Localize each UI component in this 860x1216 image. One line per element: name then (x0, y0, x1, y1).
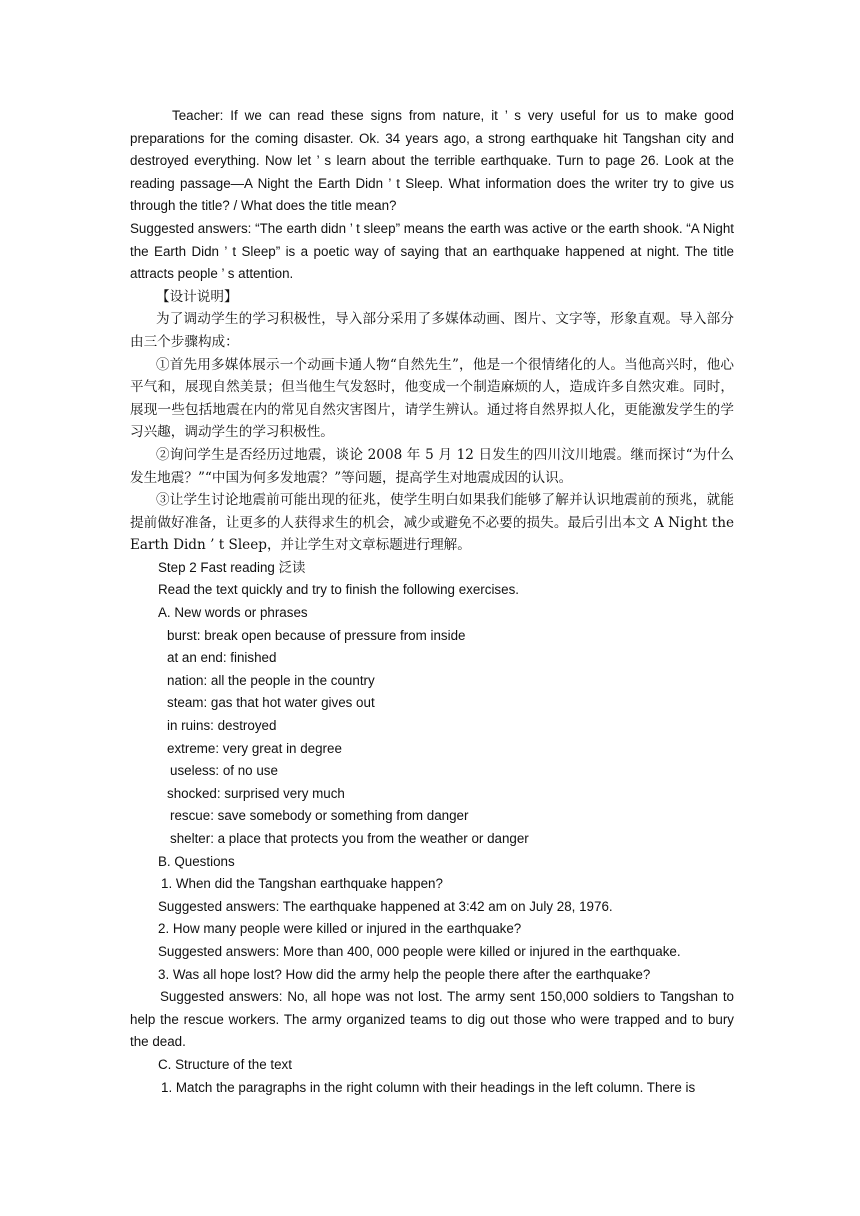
answer-1: Suggested answers: The earthquake happened at 3:42 am on July 28, 1976. (158, 898, 613, 914)
question-3: 3. Was all hope lost? How did the army help the people there after the earthquake? (158, 966, 651, 982)
design-paragraph-2: ①首先用多媒体展示一个动画卡通人物“自然先生”，他是一个很情绪化的人。当他高兴时，他心平气和，展现自然美景；但当他生气发怒时，他变成一个制造麻烦的人，造成许多自然灾难。同时，展现一些包括地震在内的常见自然灾害图片，请学生辨认。通过将自然界拟人化，更能激发学生的学习兴趣，调动学生的学习积极性。 (130, 356, 734, 441)
vocab-item: extreme: very great in degree (167, 740, 342, 756)
vocab-item: at an end: finished (167, 650, 277, 666)
vocab-item: nation: all the people in the country (167, 672, 375, 688)
section-a-heading: A. New words or phrases (158, 605, 308, 621)
structure-instruction: 1. Match the paragraphs in the right column with their headings in the left column. There is (161, 1079, 696, 1095)
vocab-item: shocked: surprised very much (167, 785, 345, 801)
vocab-item: burst: break open because of pressure from inside (167, 627, 466, 643)
vocab-item: in ruins: destroyed (167, 718, 277, 734)
vocab-item: steam: gas that hot water gives out (167, 695, 375, 711)
question-1: 1. When did the Tangshan earthquake happen? (161, 876, 443, 892)
teacher-paragraph: Teacher: If we can read these signs from nature, it ’ s very useful for us to make good preparations for the coming disaster. Ok. 34 years ago, a strong earthquake hit Tangshan city and destroyed everything. Now let ’ s learn about the terrible earthquake. Turn to page 26. Look at the reading passage—A Night the Earth Didn ’ t Sleep. What information does the writer try to give us through the title? / What does the title mean? (130, 108, 734, 214)
design-heading: 【设计说明】 (156, 288, 238, 305)
design-paragraph-4: ③让学生讨论地震前可能出现的征兆，使学生明白如果我们能够了解并认识地震前的预兆，就能提前做好准备，让更多的人获得求生的机会，减少或避免不必要的损失。最后引出本文 A Night the Earth Didn ’ t Sleep，并让学生对文章标题进行理解。 (130, 492, 734, 554)
question-2: 2. How many people were killed or injured in the earthquake? (158, 921, 522, 937)
vocab-item: shelter: a place that protects you from the weather or danger (170, 831, 529, 846)
vocab-item: useless: of no use (170, 763, 278, 779)
vocab-item: rescue: save somebody or something from danger (170, 808, 469, 824)
design-paragraph-3: ②询问学生是否经历过地震，谈论 2008 年 5 月 12 日发生的四川汶川地震。继而探讨“为什么发生地震？”“中国为何多发地震？”等问题，提高学生对地震成因的认识。 (130, 446, 734, 486)
suggested-answer-paragraph: Suggested answers: “The earth didn ’ t sleep” means the earth was active or the earth shook. “A Night the Earth Didn ’ t Sleep” is a poetic way of saying that an earthquake happened at night. The title attracts people ’ s attention. (130, 220, 734, 282)
step2-heading: Step 2 Fast reading 泛读 (158, 559, 306, 575)
answer-3: Suggested answers: No, all hope was not lost. The army sent 150,000 soldiers to Tangshan to help the rescue workers. The army organized teams to dig out those who were trapped and to bury the dead. (130, 989, 734, 1050)
design-paragraph-1: 为了调动学生的学习积极性，导入部分采用了多媒体动画、图片、文字等，形象直观。导入部分由三个步骤构成： (130, 311, 734, 350)
answer-2: Suggested answers: More than 400, 000 people were killed or injured in the earthquake. (158, 943, 681, 959)
section-c-heading: C. Structure of the text (158, 1056, 292, 1072)
step2-instruction: Read the text quickly and try to finish the following exercises. (158, 582, 519, 598)
section-b-heading: B. Questions (158, 853, 235, 869)
document-page (130, 105, 734, 1099)
